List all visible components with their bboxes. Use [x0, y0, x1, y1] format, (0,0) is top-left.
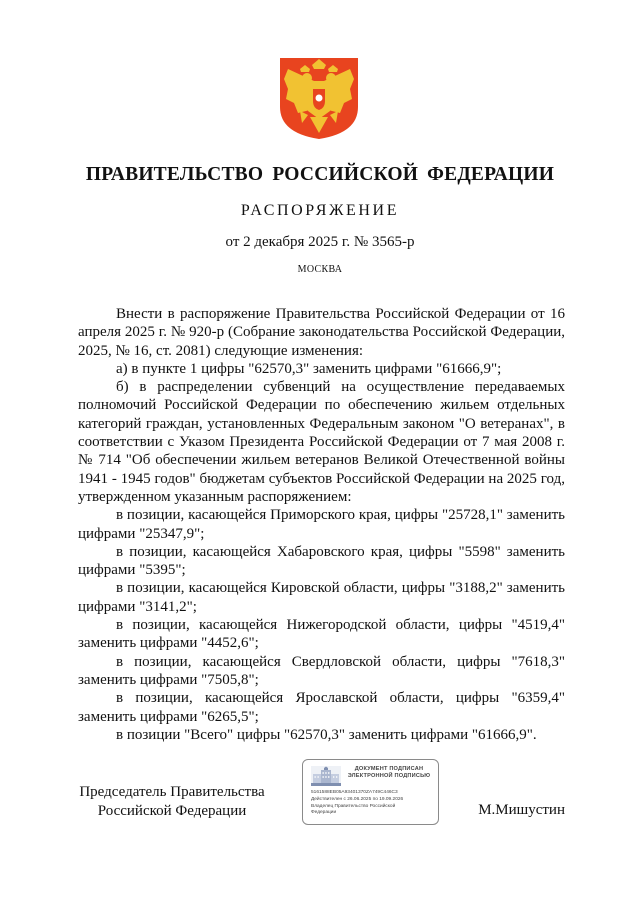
- paragraph-sverdlovsk: в позиции, касающейся Свердловской области, цифры "7618,3" заменить цифрами "7505,8";: [78, 653, 565, 688]
- signature-validity: Действителен с 26.06.2025 по 19.09.2026: [311, 797, 404, 802]
- paragraph-total: в позиции "Всего" цифры "62570,3" заменить цифрами "61666,9".: [116, 726, 537, 743]
- paragraph-b: б) в распределении субвенций на осуществление передаваемых полномочий Российской Федерации по обеспечению жильем отдельных категорий граждан, установленных Федеральным законом "О ветеранах", в соответствии с Указом Президента Российской Федерации от 7 мая 2008 г. № 714 "Об обеспечении жильем ветеранов Великой Отечественной войны 1941 - 1945 годов" бюджетам субъектов Российской Федерации на 2025 год, утвержденном указанным распоряжением:: [78, 379, 565, 505]
- document-type: РАСПОРЯЖЕНИЕ: [240, 202, 400, 219]
- signer-position: [78, 783, 266, 821]
- paragraph-khabarovsk: в позиции, касающейся Хабаровского края, цифры "5598" заменить цифрами "5395";: [78, 543, 565, 579]
- paragraph-intro: Внести в распоряжение Правительства Российской Федерации от 16 апреля 2025 г. № 920-р (Собрание законодательства Российской Федерации, 2025, № 16, ст. 2081) следующие изменения:: [78, 306, 565, 359]
- paragraph-a: а) в пункте 1 цифры "62570,3" заменить цифрами "61666,9";: [116, 360, 502, 377]
- document-city: МОСКВА: [297, 264, 343, 275]
- paragraph-kirov: в позиции, касающейся Кировской области, цифры "3188,2" заменить цифрами "3141,2";: [78, 580, 565, 615]
- paragraph-yaroslavl: в позиции, касающейся Ярославской области, цифры "6359,4" заменить цифрами "6265,5";: [78, 690, 565, 725]
- government-title: ПРАВИТЕЛЬСТВО РОССИЙСКОЙ ФЕДЕРАЦИИ: [85, 164, 555, 185]
- electronic-signature-stamp: [302, 759, 439, 825]
- signature-stamp-title: ДОКУМЕНТ ПОДПИСАН ЭЛЕКТРОННОЙ ПОДПИСЬЮ: [347, 766, 431, 779]
- signer-position-line-2: Российской Федерации: [97, 803, 247, 819]
- government-building-icon: [311, 766, 341, 786]
- signature-serial: 5161588EB05A93401370ZA749C446C3: [311, 790, 398, 795]
- document-date-number: от 2 декабря 2025 г. № 3565-р: [225, 234, 415, 250]
- signer-name: М.Мишустин: [478, 802, 565, 818]
- paragraph-primorsky: в позиции, касающейся Приморского края, цифры "25728,1" заменить цифрами "25347,9";: [78, 507, 565, 542]
- document-body: [78, 305, 565, 744]
- signer-position-line-1: Председатель Правительства: [79, 784, 265, 800]
- russian-coat-of-arms-icon: [276, 55, 362, 141]
- signature-owner-line-2: Федерации: [311, 810, 337, 815]
- signature-owner-line-1: Владелец Правительство Российской: [311, 804, 396, 809]
- paragraph-nizhny-novgorod: в позиции, касающейся Нижегородской области, цифры "4519,4" заменить цифрами "4452,6";: [78, 617, 565, 652]
